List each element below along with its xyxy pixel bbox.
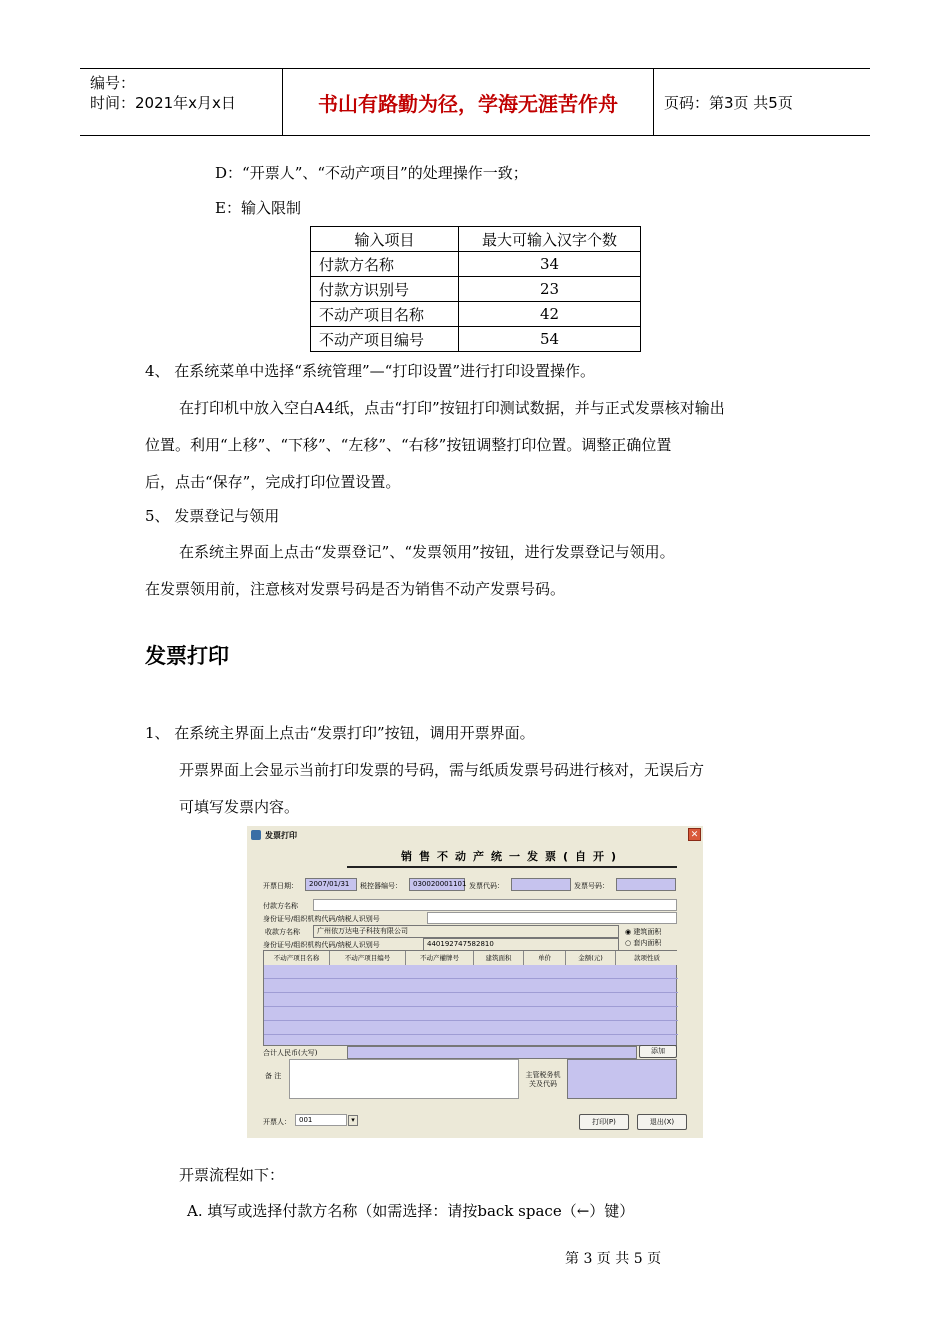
- print-paragraph-1: 开票界面上会显示当前打印发票的号码，需与纸质发票号码进行核对，无误后方: [179, 761, 705, 779]
- date-field[interactable]: 2007/01/31: [305, 878, 357, 891]
- table-cell-value: 23: [459, 277, 641, 302]
- flow-step-a: A. 填写或选择付款方名称（如需选择：请按back space（←）键）: [187, 1202, 635, 1220]
- step4-paragraph-1: 在打印机中放入空白A4纸，点击“打印”按钮打印测试数据，并与正式发票核对输出: [179, 399, 725, 417]
- input-limit-table: [310, 226, 641, 352]
- payee-name-field: 广州依万达电子科技有限公司: [313, 925, 619, 938]
- step4-paragraph-3: 后，点击“保存”，完成打印位置设置。: [145, 473, 401, 491]
- grid-header: 不动产權牌号: [406, 951, 474, 965]
- issuer-label: 开票人：: [263, 1118, 291, 1126]
- table-row: [311, 327, 641, 352]
- grid-header: 单价: [524, 951, 566, 965]
- date-label: 开票日期：: [263, 882, 298, 890]
- item-grid[interactable]: [263, 950, 677, 1046]
- radio-indoor-label: 套内面积: [633, 939, 662, 947]
- step5-paragraph-1: 在系统主界面上点击“发票登记”、“发票领用”按钮，进行发票登记与领用。: [179, 543, 675, 561]
- step4-paragraph-2: 位置。利用“上移”、“下移”、“左移”、“右移”按钮调整打印位置。调整正确位置: [145, 436, 672, 454]
- item-d: D：“开票人”、“不动产项目”的处理操作一致；: [215, 164, 528, 182]
- invoice-number-label: 发票号码：: [574, 882, 609, 890]
- invoice-print-window: [247, 826, 703, 1138]
- table-header-cell: 最大可输入汉字个数: [459, 227, 641, 252]
- total-field: [347, 1046, 637, 1059]
- page-header: [80, 68, 870, 136]
- grid-header: 不动产项目编号: [330, 951, 406, 965]
- add-button[interactable]: 添加: [639, 1045, 677, 1058]
- table-cell-name: 付款方识别号: [311, 277, 459, 302]
- table-row: [311, 252, 641, 277]
- grid-row-line: [264, 1034, 678, 1035]
- invoice-code-field[interactable]: [511, 878, 571, 891]
- table-header-row: [311, 227, 641, 252]
- time-label: 时间：2021年x月x日: [90, 94, 236, 112]
- table-cell-name: 不动产项目名称: [311, 302, 459, 327]
- payer-name-input[interactable]: [313, 899, 677, 911]
- flow-intro: 开票流程如下：: [179, 1166, 285, 1184]
- print-button[interactable]: 打印(P): [579, 1114, 629, 1130]
- grid-row-line: [264, 1006, 678, 1007]
- table-cell-value: 42: [459, 302, 641, 327]
- payer-id-input[interactable]: [427, 912, 677, 924]
- payee-id-field: 440192747582810: [423, 938, 619, 951]
- grid-row-line: [264, 978, 678, 979]
- print-paragraph-2: 可填写发票内容。: [179, 798, 300, 816]
- item-e: E：输入限制: [215, 199, 301, 217]
- table-cell-value: 54: [459, 327, 641, 352]
- table-cell-name: 不动产项目编号: [311, 327, 459, 352]
- grid-header: 建筑面积: [474, 951, 524, 965]
- header-meta: [80, 69, 282, 135]
- table-header-cell: 输入项目: [311, 227, 459, 252]
- payer-id-label: 身份证号/组织机构代码/纳税人识别号: [263, 915, 380, 923]
- step5-paragraph-2: 在发票领用前，注意核对发票号码是否为销售不动产发票号码。: [145, 580, 566, 598]
- grid-row-line: [264, 992, 678, 993]
- step4-title: 4、 在系统菜单中选择“系统管理”—“打印设置”进行打印设置操作。: [145, 362, 595, 380]
- grid-row-line: [264, 1020, 678, 1021]
- issuer-select[interactable]: 001: [295, 1114, 347, 1126]
- exit-button[interactable]: 退出(X): [637, 1114, 687, 1130]
- step5-title: 5、 发票登记与领用: [145, 507, 280, 525]
- table-cell-value: 34: [459, 252, 641, 277]
- section-heading: 发票打印: [145, 644, 229, 668]
- remark-label: 备 注: [265, 1072, 282, 1080]
- print-step1: 1、 在系统主界面上点击“发票打印”按钮，调用开票界面。: [145, 724, 535, 742]
- payee-name-label: 收款方名称: [265, 928, 300, 936]
- radio-indoor-area[interactable]: ○ 套内面积: [625, 939, 662, 947]
- radio-building-label: 建筑面积: [633, 928, 662, 936]
- invoice-number-field[interactable]: [616, 878, 676, 891]
- number-label: 编号：: [90, 74, 136, 92]
- remark-input[interactable]: [289, 1059, 519, 1099]
- tax-device-field[interactable]: 030020001101: [409, 878, 465, 891]
- close-icon[interactable]: ✕: [688, 828, 701, 841]
- tax-device-label: 税控器编号：: [360, 882, 402, 890]
- table-cell-name: 付款方名称: [311, 252, 459, 277]
- header-motto: 书山有路勤为径，学海无涯苦作舟: [282, 69, 654, 135]
- payer-name-label: 付款方名称: [263, 902, 298, 910]
- grid-header: 金额(元): [566, 951, 616, 965]
- invoice-code-label: 发票代码：: [469, 882, 504, 890]
- total-label: 合计人民币(大写): [263, 1049, 318, 1057]
- page-footer: 第 3 页 共 5 页: [565, 1251, 662, 1267]
- window-title: 发票打印: [265, 830, 297, 840]
- table-row: [311, 277, 641, 302]
- header-page-label: 页码：第3页 共5页: [664, 93, 793, 112]
- radio-building-area[interactable]: ◉ 建筑面积: [625, 928, 662, 936]
- tax-office-label: 主管税务机关及代码: [525, 1071, 561, 1088]
- chevron-down-icon[interactable]: ▾: [348, 1115, 358, 1126]
- table-row: [311, 302, 641, 327]
- grid-header: 不动产项目名称: [264, 951, 330, 965]
- form-title: 销售不动产统一发票(自开): [347, 848, 677, 868]
- grid-header: 款项性质: [616, 951, 678, 965]
- app-icon: [251, 830, 261, 840]
- window-titlebar: [247, 826, 703, 844]
- payee-id-label: 身份证号/组织机构代码/纳税人识别号: [263, 941, 380, 949]
- tax-office-field: [567, 1059, 677, 1099]
